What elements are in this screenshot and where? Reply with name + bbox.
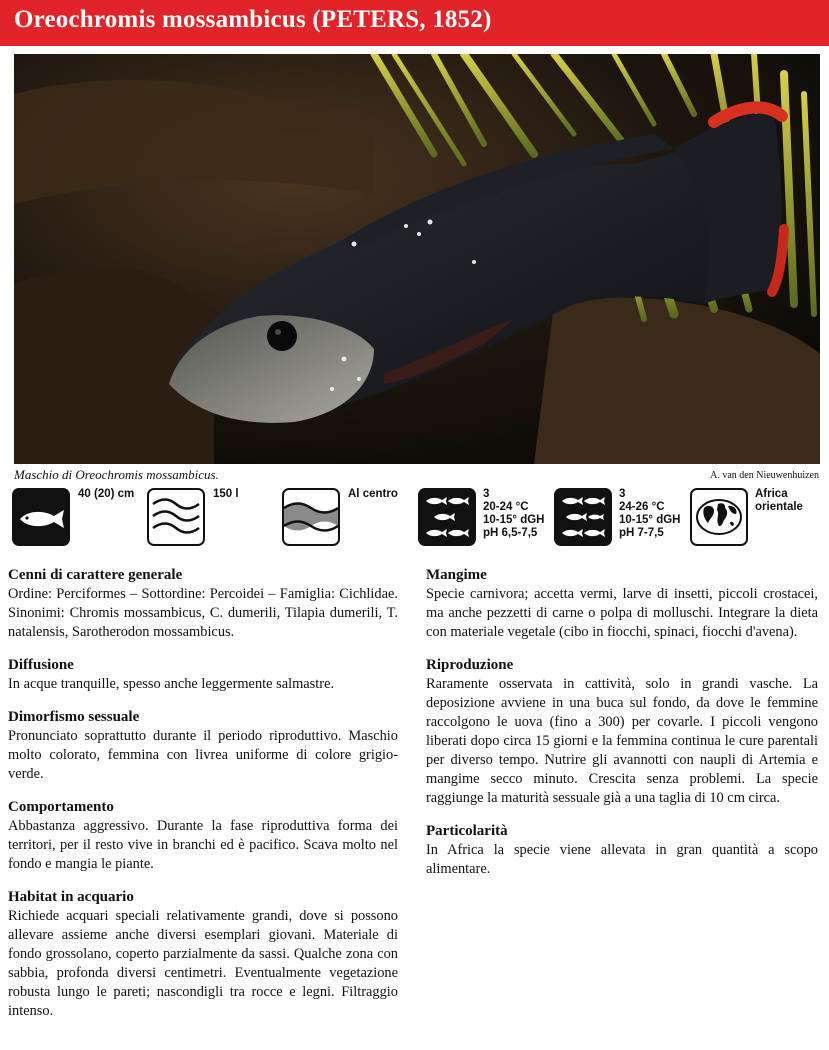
section-heading: Particolarità [426, 823, 508, 839]
fish-size-label: 40 (20) cm [78, 488, 135, 500]
swimming-zone-icon [282, 488, 340, 546]
title-bar [0, 0, 829, 46]
photo-caption: Maschio di Oreochromis mossambicus. [14, 467, 219, 482]
page-title: Oreochromis mossambicus (PETERS, 1852) [14, 6, 492, 33]
fish-size-icon [12, 488, 70, 546]
section-heading: Mangime [426, 567, 487, 583]
section-reproduction [426, 656, 818, 808]
photo-credit: A. van den Nieuwenhuizen [710, 470, 819, 481]
section-text: Specie carnivora; accetta vermi, larve di insetti, piccoli crostacei, ma anche pezzetti di carne o polpa di molluschi. Integrare la dieta con materiale vegetale (cibo in fiocchi, spinaci, fiocchi d'avena). [426, 586, 818, 640]
breeding-water-parameters-icon [554, 488, 612, 546]
section-heading: Cenni di carattere generale [8, 567, 183, 583]
section-particularities [426, 822, 818, 879]
aquarium-volume-label: 150 l [213, 488, 239, 500]
section-food [426, 566, 818, 642]
section-text: In Africa la specie viene allevata in gran quantità a scopo alimentare. [426, 842, 818, 877]
section-behaviour [8, 798, 398, 874]
section-aquarium-habitat [8, 888, 398, 1021]
section-distribution [8, 656, 398, 694]
distribution-label: Africa orientale [755, 488, 803, 513]
section-sexual-dimorphism [8, 708, 398, 784]
section-general [8, 566, 398, 642]
section-heading: Diffusione [8, 657, 74, 673]
section-text: Abbastanza aggressivo. Durante la fase riproduttiva forma dei territori, per il resto vive in branchi ed è pacifico. Scava molto nel fondo e mangia le piante. [8, 818, 398, 872]
water-parameters-icon [418, 488, 476, 546]
section-text: Raramente osservata in cattività, solo in grandi vasche. La deposizione avviene in una buca sul fondo, da dove le femmine raccolgono le uova (fino a 300) per covarle. I piccoli vengono liberati dopo circa 15 giorni e la femmina continua le cure parentali per diverso tempo. Nutrire gli avannotti con naupli di Artemia e mangime secco minuto. Crescita senza problemi. La specie raggiunge la maturità sessuale già a una taglia di 10 cm circa. [426, 676, 818, 806]
section-heading: Dimorfismo sessuale [8, 709, 140, 725]
section-text: Pronunciato soprattutto durante il periodo riproduttivo. Maschio molto colorato, femmina con livrea uniforme di colore grigio-verde. [8, 728, 398, 782]
section-text: Richiede acquari speciali relativamente grandi, dove si possono allevare assieme anche diversi esemplari giovani. Materiale di fondo grossolano, coperto parzialmente da sassi. Qualche zona con sabbia, profonda diversi centimetri. Eventualmente vegetazione robusta lungo le pareti; nascondigli tra rocce e legni. Filtraggio intenso. [8, 908, 398, 1019]
swimming-zone-label: Al centro [348, 488, 398, 500]
section-text: In acque tranquille, spesso anche leggermente salmastre. [8, 676, 335, 692]
section-heading: Habitat in acquario [8, 889, 134, 905]
water-parameters-label: 3 20-24 °C 10-15° dGH pH 6,5-7,5 [483, 488, 545, 539]
right-column [426, 566, 818, 893]
globe-icon [690, 488, 748, 546]
section-text: Ordine: Perciformes – Sottordine: Percoidei – Famiglia: Cichlidae. Sinonimi: Chromis mossambicus, C. dumerili, Tilapia dumerili, T. natalensis, Sarotherodon mossambicus. [8, 586, 398, 640]
left-column [8, 566, 398, 1035]
section-heading: Riproduzione [426, 657, 514, 673]
section-heading: Comportamento [8, 799, 114, 815]
aquarium-volume-icon [147, 488, 205, 546]
breeding-water-parameters-label: 3 24-26 °C 10-15° dGH pH 7-7,5 [619, 488, 681, 539]
fish-photo [14, 54, 820, 464]
